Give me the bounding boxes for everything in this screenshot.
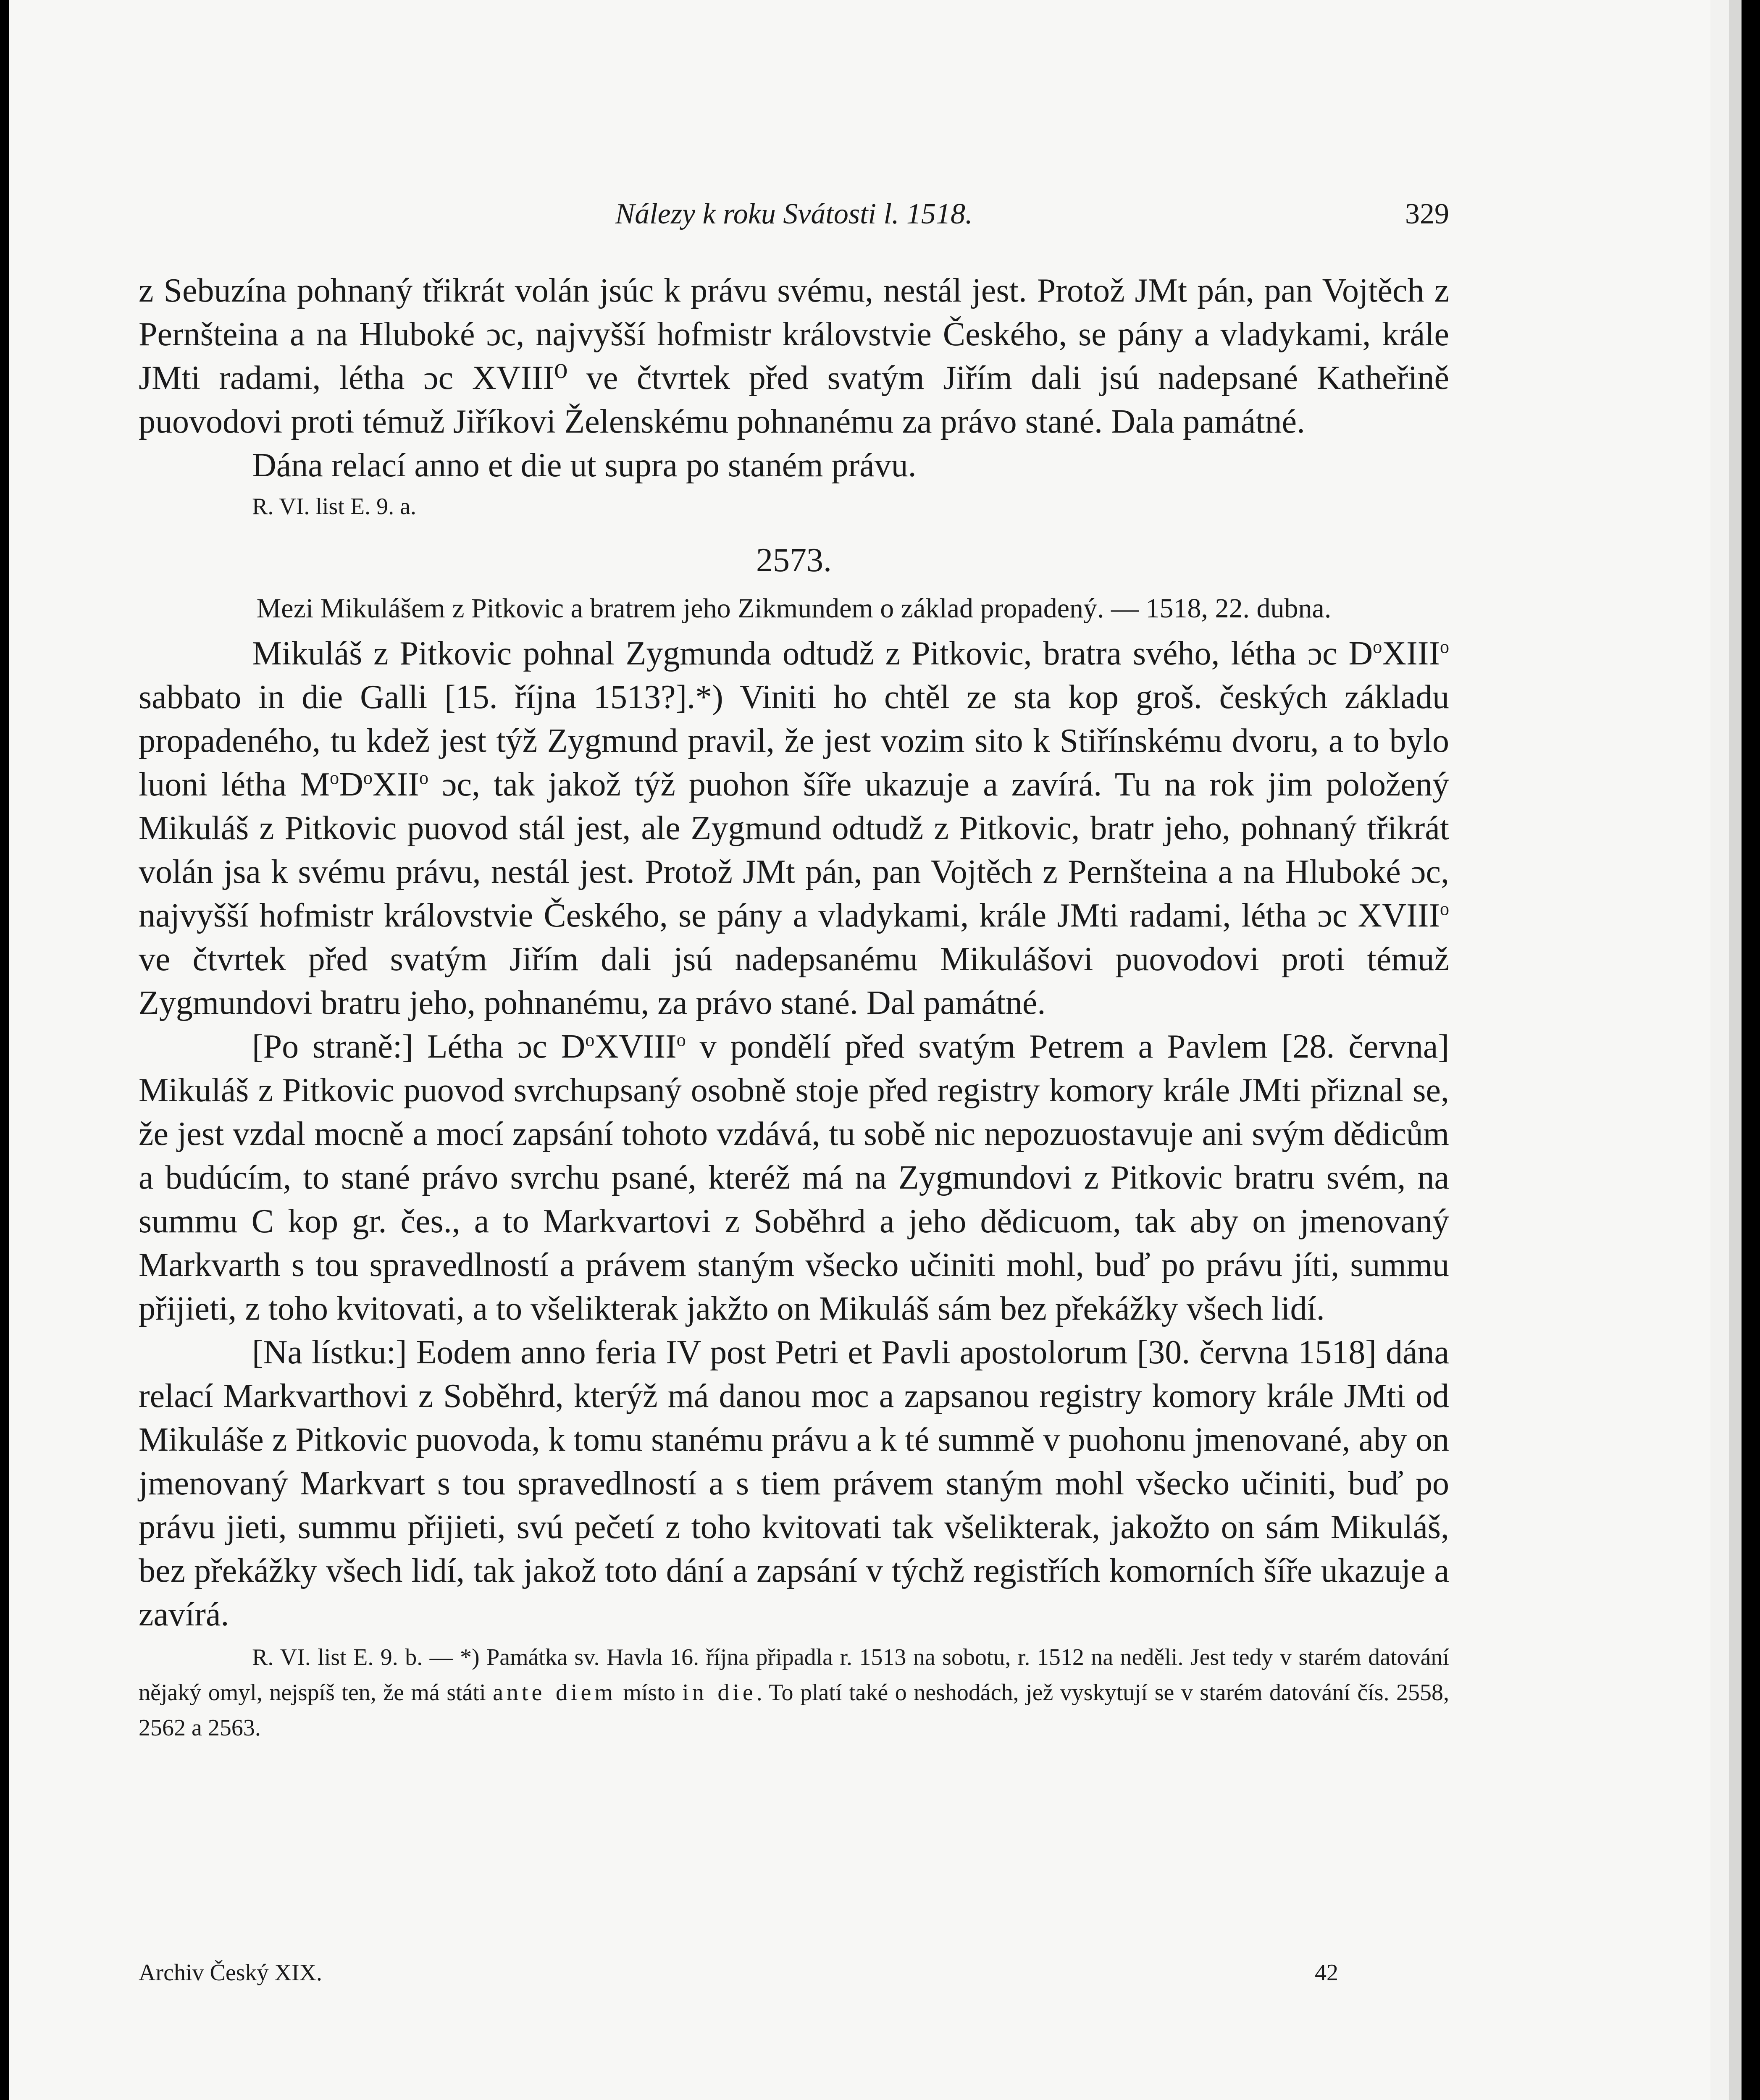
footnote-spaced-text: in die xyxy=(682,1680,757,1706)
superscript: o xyxy=(363,767,373,788)
paragraph-main xyxy=(139,632,1449,1025)
page-number: 329 xyxy=(1405,198,1449,230)
text-run: [Po straně:] Létha ɔc D xyxy=(252,1028,586,1065)
superscript: o xyxy=(419,767,428,788)
text-run: XIII xyxy=(1382,635,1440,672)
paragraph-continued: z Sebuzína pohnaný třikrát volán jsúc k právu svému, nestál jest. Protož JMt pán, pan Vojtěch z Pernšteina a na Hluboké ɔc, najvyšší hofmistr královstvie Českého, se pány a vladykami, krále JMti radami, létha ɔc XVIII⁰ ve čtvrtek před svatým Jiřím dali jsú nadepsané Katheřině puovodovi proti témuž Jiříkovi Želenskému pohnanému za právo stané. Dala památné. xyxy=(139,272,1449,440)
footnote-text: R. VI. list E. 9. b. — *) Památka sv. Havla 16. října připadla r. 1513 na sobotu, r. 1512 na neděli. Jest tedy v starém datování nějaký omyl, nejspíš ten, že má státi xyxy=(139,1644,1449,1706)
scan-border-left xyxy=(0,0,9,2100)
signature-mark: 42 xyxy=(1315,1960,1338,1986)
scan-border-right xyxy=(1742,0,1760,2100)
running-title: Nálezy k roku Svátosti l. 1518. xyxy=(615,198,973,230)
superscript: o xyxy=(1440,898,1449,919)
text-run: XVIII xyxy=(594,1028,677,1065)
superscript: o xyxy=(330,767,339,788)
superscript: o xyxy=(585,1029,595,1050)
footnote-text: . To platí také o neshodách, jež vyskytují se v starém datování čís. 2558, 2562 a 2563. xyxy=(139,1680,1450,1741)
page-footer xyxy=(139,1959,1449,1986)
scan-border-right-edge xyxy=(1729,0,1742,2100)
page-body xyxy=(139,269,1449,1746)
footnote-text: místo xyxy=(623,1680,675,1706)
text-run: ve čtvrtek před svatým Jiřím dali jsú nadepsanému Mikulášovi puovodovi proti témuž Zygmundovi bratru jeho, pohnanému, za právo stané. Dal památné. xyxy=(139,941,1449,1021)
paragraph-margin-note xyxy=(139,1025,1449,1331)
footnote-spaced-text: ante diem xyxy=(493,1680,616,1706)
text-run: Mikuláš z Pitkovic pohnal Zygmunda odtudž z Pitkovic, bratra svého, létha ɔc D xyxy=(252,635,1373,672)
text-run: D xyxy=(339,766,363,803)
relation-note: Dána relací anno et die ut supra po staném právu. xyxy=(252,447,917,484)
text-run: ɔc, tak jakož týž puohon šíře ukazuje a zavírá. Tu na rok jim položený Mikuláš z Pitkovic puovod stál jest, ale Zygmund odtudž z Pitkovic, bratr jeho, pohnaný třikrát volán jsa k svému právu, nestál jest. Protož JMt pán, pan Vojtěch z Pernšteina a na Hluboké ɔc, najvyšší hofmistr královstvie Českého, se pány a vladykami, krále JMti radami, létha ɔc XVIII xyxy=(139,766,1449,934)
superscript: o xyxy=(676,1029,686,1050)
document-number: 2573. xyxy=(756,542,832,579)
document-regest: Mezi Mikulášem z Pitkovic a bratrem jeho Zikmundem o základ propadený. — 1518, 22. dubna. xyxy=(256,593,1332,624)
superscript: o xyxy=(1440,636,1449,657)
footnote xyxy=(139,1640,1449,1746)
superscript: o xyxy=(1373,636,1382,657)
running-header xyxy=(139,197,1449,239)
text-run: XII xyxy=(372,766,419,803)
text-run: v pondělí před svatým Petrem a Pavlem [28. června] Mikuláš z Pitkovic puovod svrchupsaný osobně stoje před registry komory krále JMti přiznal se, že jest vzdal mocně a mocí zapsání tohoto vzdává, tu sobě nic nepozuostavuje ani svým dědicům a budúcím, to stané právo svrchu psané, kteréž má na Zygmundovi z Pitkovic bratru svém, na summu C kop gr. čes., a to Markvartovi z Soběhrd a jeho dědicuom, tak aby on jmenovaný Markvarth s tou spravedlností a právem staným všecko učiniti mohl, buď po právu jíti, summu přijieti, z toho kvitovati, a to všelikterak jakžto on Mikuláš sám bez překážky všech lidí. xyxy=(139,1028,1449,1327)
source-reference: R. VI. list E. 9. a. xyxy=(252,494,416,520)
text-run: sabbato in die Galli [15. října 1513?].*) Viniti ho chtěl ze sta kop groš. českých základu propadeného, tu kdež jest týž Zygmund pravil, že jest vozim sito k Stiřínskému dvoru, a to bylo luoni létha M xyxy=(139,679,1449,803)
paragraph-slip-note: [Na lístku:] Eodem anno feria IV post Petri et Pavli apostolorum [30. června 1518] dána relací Markvarthovi z Soběhrd, kterýž má danou moc a zapsanou registry komory krále JMti od Mikuláše z Pitkovic puovoda, k tomu stanému právu a k té summě v puohonu jmenované, aby on jmenovaný Markvart s tou spravedlností a s tiem právem staným mohl všecko učiniti, buď po právu jieti, summu přijieti, svú pečetí z toho kvitovati tak všelikterak, jakožto on sám Mikuláš, bez překážky všech lidí, tak jakož toto dání a zapsání v týchž registřích komorních šíře ukazuje a zavírá. xyxy=(139,1334,1449,1633)
volume-title: Archiv Český XIX. xyxy=(139,1960,323,1986)
